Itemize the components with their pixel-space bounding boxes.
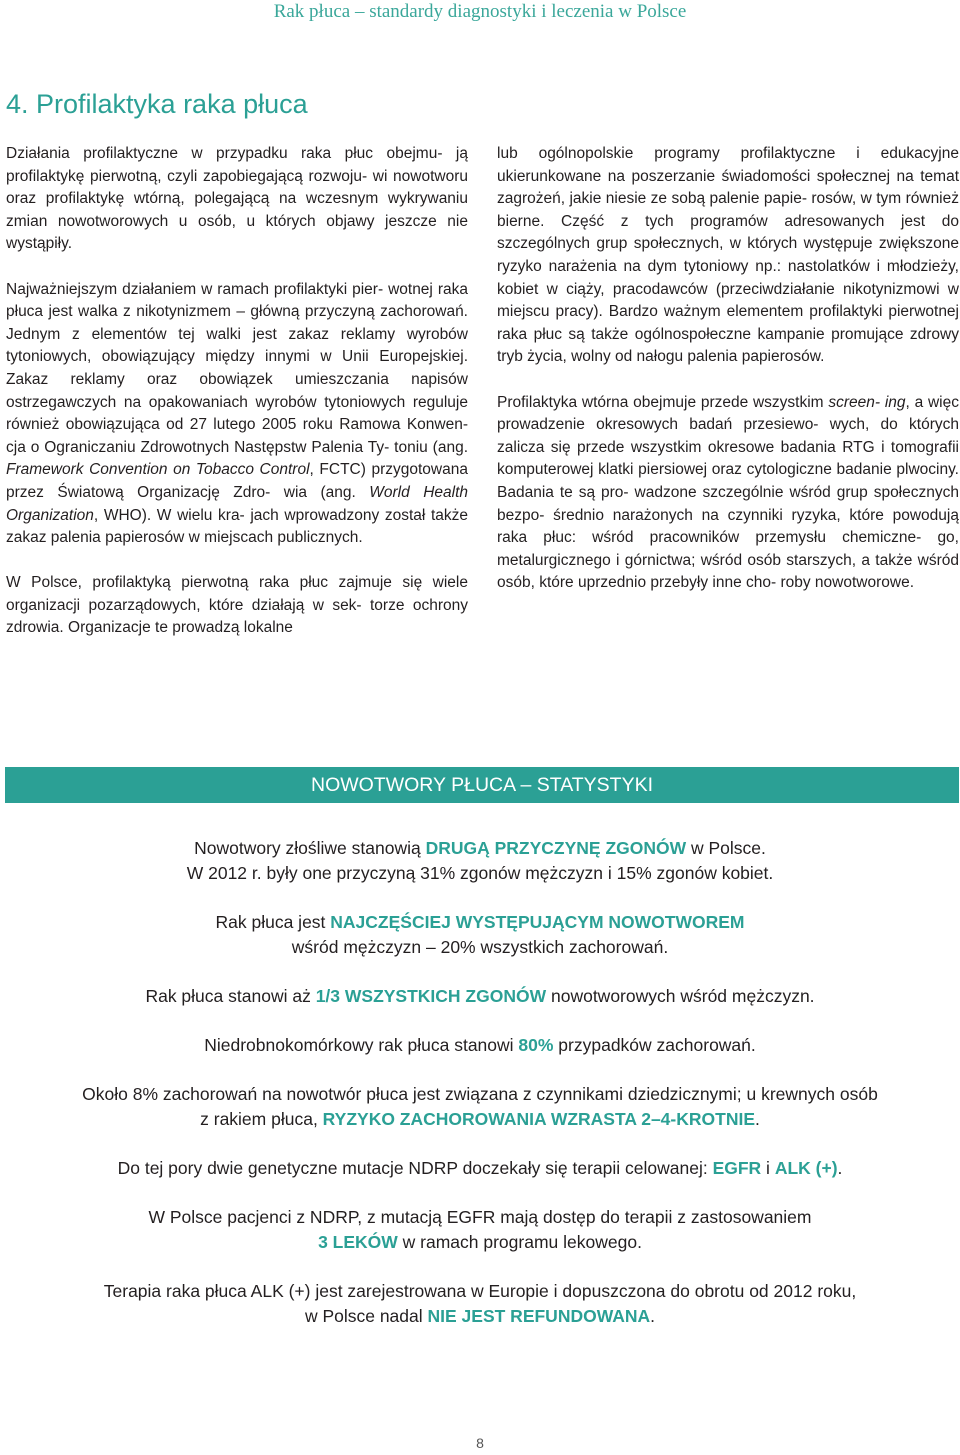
paragraph (6, 572, 468, 640)
stat-highlight: NIE JEST REFUNDOWANA (427, 1306, 651, 1326)
stat-text: z rakiem płuca, (200, 1109, 323, 1129)
stat-item (0, 1082, 960, 1132)
right-column (497, 143, 959, 617)
stats-list (0, 836, 960, 1353)
stat-item (0, 910, 960, 960)
stat-text: Terapia raka płuca ALK (+) jest zarejestrowana w Europie i dopuszczona do obrotu od 2012 roku, (103, 1281, 857, 1301)
stat-text: wśród mężczyzn – 20% wszystkich zachorowań. (291, 937, 669, 957)
stat-text: w Polsce nadal (304, 1306, 428, 1326)
stat-text: i (761, 1158, 775, 1178)
stat-text: nowotworowych wśród mężczyzn. (546, 986, 815, 1006)
stat-text: W Polsce pacjenci z NDRP, z mutacją EGFR mają dostęp do terapii z zastosowaniem (148, 1207, 812, 1227)
stat-text: Do tej pory dwie genetyczne mutacje NDRP doczekały się terapii celowanej: (117, 1158, 713, 1178)
stat-text: przypadków zachorowań. (553, 1035, 756, 1055)
stat-text: Około 8% zachorowań na nowotwór płuca jest związana z czynnikami dziedzicznymi; u krewnych osób (82, 1084, 878, 1104)
stat-text: . (755, 1109, 760, 1129)
paragraph-text: W Polsce, profilaktyką pierwotną raka płuc zajmuje się wiele organizacji pozarządowych, które działają w sek- torze ochrony zdrowia. Organizacje te prowadzą lokalne (6, 574, 468, 637)
paragraph (6, 143, 468, 256)
stat-text: w Polsce. (686, 838, 766, 858)
stat-highlight: 80% (518, 1035, 554, 1055)
stat-text: w ramach programu lekowego. (397, 1232, 642, 1252)
page-number: 8 (476, 1435, 484, 1451)
stat-highlight: DRUGĄ PRZYCZYNĘ ZGONÓW (425, 838, 687, 858)
stat-highlight: EGFR (712, 1158, 762, 1178)
stat-text: . (837, 1158, 843, 1178)
paragraph-text: Działania profilaktyczne w przypadku raka płuc obejmu- ją profilaktykę pierwotną, czyli zapobiegającą rozwoju- wi nowotworu oraz profilaktykę wtórną, polegającą na wczesnym wykrywaniu zmian nowotworowych u osób, u których objawy jeszcze nie wystąpiły. (6, 145, 468, 253)
paragraph (497, 143, 959, 369)
paragraph (6, 279, 468, 550)
paragraph-text: Profilaktyka wtórna obejmuje przede wszystkim (497, 393, 829, 411)
stat-highlight: RYZYKO ZACHOROWANIA WZRASTA 2–4-KROTNIE (322, 1109, 755, 1129)
stat-item (0, 1156, 960, 1181)
paragraph-text: , a więc prowadzenie okresowych badań przesiewo- wych, do których zalicza się przede wszystkim okresowe badania RTG i tomografii komputerowej klatki piersiowej oraz cytologiczne badanie plwociny. Badania te są pro- wadzone szczególnie wśród grup społecznych bezpo- średnio narażonych na czynniki ryzyka, które powodują raka płuc: wśród pracowników przemysłu chemiczne- go, metalurgicznego i górnictwa; wśród osób starszych, a także wśród osób, które uprzednio przebyły inne cho- roby nowotworowe. (497, 393, 959, 592)
stat-highlight: NAJCZĘŚCIEJ WYSTĘPUJĄCYM NOWOTWOREM (330, 912, 745, 932)
stat-item (0, 1279, 960, 1329)
stats-banner: NOWOTWORY PŁUCA – STATYSTYKI (5, 767, 959, 803)
paragraph-text: lub ogólnopolskie programy profilaktyczne i edukacyjne ukierunkowane na poszerzanie świadomości społecznej na temat zagrożeń, jakie niesie ze sobą palenie papie- rosów, w tym również bierne. Część z tych programów adresowanych jest do szczególnych grup społecznych, w których występuje zwiększone ryzyko narażenia na dym tytoniowy np.: nastolatków i młodzieży, kobiet w ciąży, pracodawców (przeciwdziałanie nikotynizmowi w miejscu pracy). Bardzo ważnym elementem profilaktyki pierwotnej raka płuc są także ogólnospołeczne kampanie promujące zdrowy tryb życia, wolny od nałogu palenia papierosów. (497, 145, 959, 366)
stat-text: W 2012 r. były one przyczyną 31% zgonów mężczyzn i 15% zgonów kobiet. (186, 863, 774, 883)
stat-item (0, 1205, 960, 1255)
stat-text: . (650, 1306, 656, 1326)
paragraph-text: , WHO). W wielu kra- jach wprowadzony został także zakaz palenia papierosów w miejscach publicznych. (6, 506, 468, 547)
left-column (6, 143, 468, 663)
stat-highlight: 3 LEKÓW (318, 1232, 398, 1252)
stat-text: Rak płuca stanowi aż (145, 986, 316, 1006)
paragraph (497, 392, 959, 595)
stat-item (0, 1033, 960, 1058)
section-title: 4. Profilaktyka raka płuca (6, 89, 308, 119)
stat-item (0, 836, 960, 886)
stat-text: Rak płuca jest (215, 912, 331, 932)
paragraph-text: , FCTC) przygotowana przez Światową Organizację Zdro- wia (ang. (6, 461, 468, 501)
stat-highlight: 1/3 WSZYSTKICH ZGONÓW (315, 986, 547, 1006)
italic-term: World Health Organization (6, 483, 468, 524)
italic-term: screen- ing (828, 393, 906, 411)
stat-highlight: ALK (+) (774, 1158, 838, 1178)
paragraph-text: Najważniejszym działaniem w ramach profilaktyki pier- wotnej raka płuca jest walka z nikotynizmem – główną przyczyną zachorowań. Jednym z elementów tej walki jest zakaz reklamy wyrobów tytoniowych, obowiązujący między innymi w Unii Europejskiej. Zakaz reklamy oraz obowiązek umieszczania napisów ostrzegawczych na opakowaniach wyrobów tytoniowych reguluje również obowiązująca od 27 lutego 2005 roku Ramowa Konwen- cja o Ograniczaniu Zdrowotnych Następstw Palenia Ty- toniu (ang. (6, 280, 468, 456)
stat-text: Niedrobnokomórkowy rak płuca stanowi (204, 1035, 519, 1055)
stat-text: Nowotwory złośliwe stanowią (194, 838, 426, 858)
stat-item (0, 984, 960, 1009)
running-header: Rak płuca – standardy diagnostyki i leczenia w Polsce (273, 1, 687, 22)
italic-term: Framework Convention on Tobacco Control (6, 461, 310, 479)
